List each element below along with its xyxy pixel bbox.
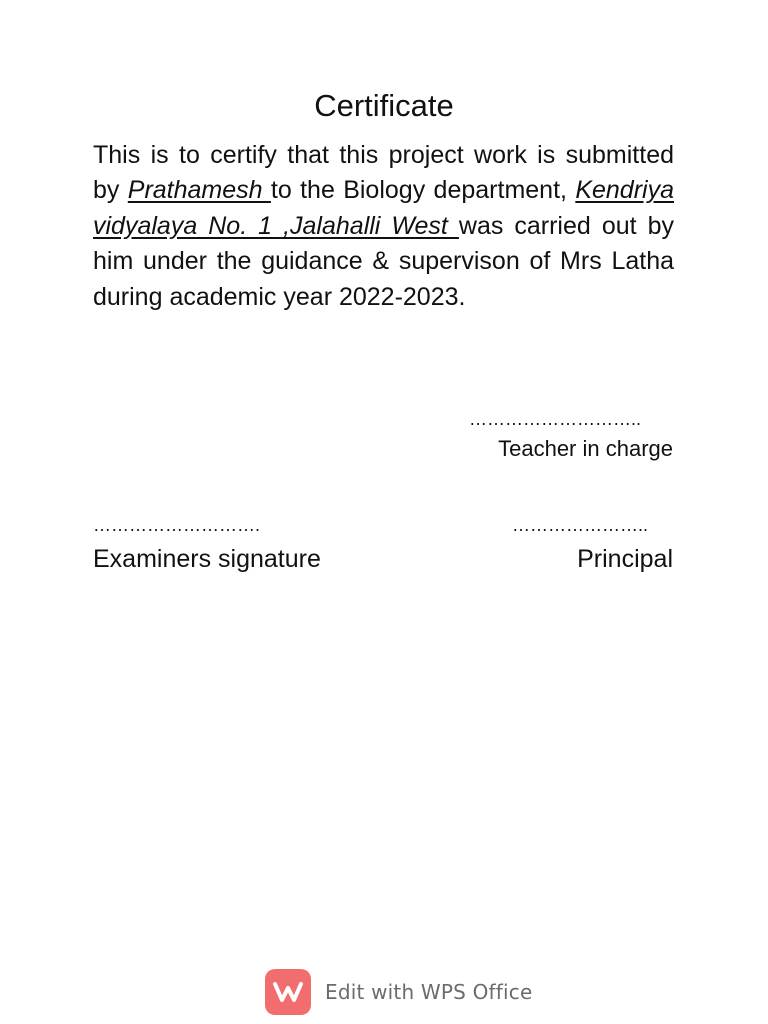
wps-badge-label: Edit with WPS Office: [325, 980, 533, 1004]
certificate-paragraph: [93, 138, 674, 315]
edit-with-wps-button[interactable]: [265, 969, 532, 1015]
paragraph-mid: to the Biology department,: [270, 176, 576, 205]
school-name: Kendriya vidyalaya No. 1 ,Jalahalli West: [93, 176, 674, 240]
principal-signature-line: …………………..: [512, 515, 649, 535]
principal-label: Principal: [577, 545, 673, 573]
examiner-label: Examiners signature: [93, 545, 321, 573]
wps-logo-icon: [265, 969, 311, 1015]
paragraph-intro: This is to certify that this project work is submitted by: [93, 141, 674, 205]
student-name: Prathamesh: [127, 176, 271, 205]
teacher-label: Teacher in charge: [498, 436, 673, 461]
teacher-signature-line: ………………………..: [469, 409, 642, 429]
examiner-signature-line: ……………………….: [93, 515, 261, 535]
page-title: Certificate: [314, 88, 454, 123]
paragraph-end: was carried out by him under the guidance & supervison of Mrs Latha during academic year 2022-2023.: [93, 211, 674, 311]
